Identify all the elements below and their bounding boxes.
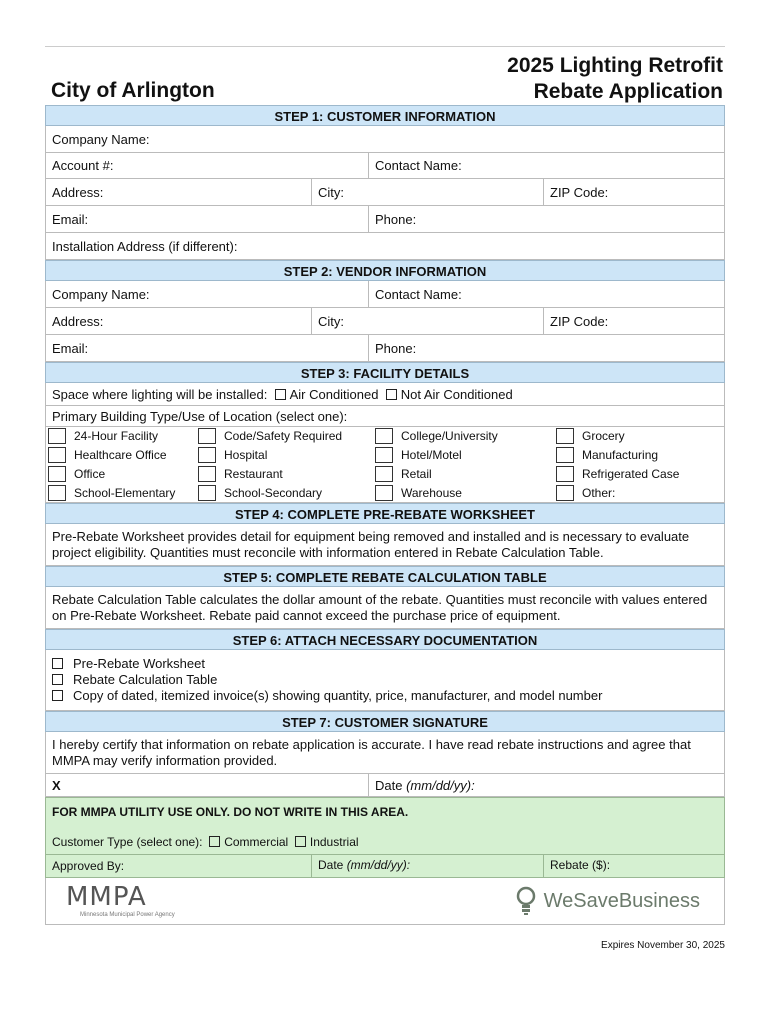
vendor-email-row (45, 335, 725, 362)
building-type-option[interactable] (198, 484, 373, 503)
step7-heading: STEP 7: CUSTOMER SIGNATURE (45, 711, 725, 732)
building-type-option[interactable] (198, 446, 373, 465)
air-conditioned-checkbox[interactable] (275, 389, 286, 400)
building-type-option[interactable] (198, 427, 373, 446)
vendor-company-name-field[interactable]: Company Name: (52, 286, 150, 302)
mmpa-logo (66, 882, 175, 918)
option-label: Other: (582, 486, 616, 500)
form-title (507, 53, 723, 105)
not-air-conditioned-label: Not Air Conditioned (400, 386, 513, 402)
wesavebusiness-logo (516, 886, 700, 916)
commercial-label: Commercial (224, 835, 289, 849)
building-type-option[interactable] (48, 446, 198, 465)
building-type-grid (45, 427, 725, 503)
step5-heading: STEP 5: COMPLETE REBATE CALCULATION TABLE (45, 566, 725, 587)
form-title-line2: Rebate Application (533, 80, 723, 103)
industrial-checkbox[interactable] (295, 836, 306, 847)
step4-text: Pre-Rebate Worksheet provides detail for equipment being removed and installed and is necessary to evaluate project eligibility. Quantities must reconcile with information entered in Rebate Calculation Table. (45, 524, 725, 566)
building-type-row (45, 406, 725, 427)
signature-row (45, 774, 725, 797)
vendor-zip-field[interactable]: ZIP Code: (543, 308, 724, 334)
building-type-option[interactable] (48, 484, 198, 503)
option-label: Warehouse (401, 486, 462, 500)
building-type-col3 (375, 427, 555, 503)
building-type-option[interactable] (556, 465, 721, 484)
documentation-item[interactable] (52, 688, 718, 704)
vendor-address-row (45, 308, 725, 335)
checkbox[interactable] (48, 428, 66, 444)
checkbox[interactable] (48, 466, 66, 482)
checkbox[interactable] (52, 674, 63, 685)
signature-field[interactable]: X (52, 777, 61, 793)
installation-address-row (45, 233, 725, 260)
building-type-option[interactable] (375, 446, 555, 465)
approval-date-field[interactable] (311, 855, 410, 877)
checkbox[interactable] (52, 658, 63, 669)
checkbox[interactable] (198, 428, 216, 444)
space-row (45, 383, 725, 406)
city-name: City of Arlington (51, 79, 215, 102)
building-type-option[interactable] (48, 465, 198, 484)
lightbulb-icon (516, 886, 536, 916)
documentation-label: Rebate Calculation Table (73, 672, 218, 687)
customer-company-name-field[interactable]: Company Name: (52, 131, 150, 147)
customer-address-row (45, 179, 725, 206)
building-type-option[interactable] (375, 427, 555, 446)
step5-text: Rebate Calculation Table calculates the dollar amount of the rebate. Quantities must reconcile with values entered on Pre-Rebate Worksheet. Rebate paid cannot exceed the purchase price of equipment. (45, 587, 725, 629)
checkbox[interactable] (556, 466, 574, 482)
option-label: Hotel/Motel (401, 448, 462, 462)
building-type-option[interactable] (375, 465, 555, 484)
customer-type-label: Customer Type (select one): (52, 835, 203, 849)
checkbox[interactable] (48, 447, 66, 463)
checkbox[interactable] (556, 485, 574, 501)
checkbox[interactable] (375, 466, 393, 482)
form-title-line1: 2025 Lighting Retrofit (507, 54, 723, 77)
customer-account-field[interactable]: Account #: (52, 158, 114, 173)
vendor-email-field[interactable]: Email: (52, 340, 89, 356)
installation-address-field[interactable]: Installation Address (if different): (52, 238, 238, 254)
vendor-phone-field[interactable]: Phone: (368, 335, 724, 361)
building-type-option[interactable] (375, 484, 555, 503)
building-type-col4 (556, 427, 721, 503)
utility-heading: FOR MMPA UTILITY USE ONLY. DO NOT WRITE IN THIS AREA. (52, 805, 409, 819)
form-header (45, 46, 725, 105)
option-label: Office (74, 467, 106, 481)
building-type-option[interactable] (198, 465, 373, 484)
rebate-amount-field[interactable]: Rebate ($): (543, 855, 610, 877)
checkbox[interactable] (198, 485, 216, 501)
option-label: Grocery (582, 429, 625, 443)
date-label: Date (318, 858, 347, 872)
building-type-option[interactable] (48, 427, 198, 446)
approved-by-field[interactable]: Approved By: (52, 859, 125, 873)
customer-address-field[interactable]: Address: (52, 184, 104, 200)
documentation-label: Copy of dated, itemized invoice(s) showing quantity, price, manufacturer, and model number (73, 688, 603, 703)
customer-phone-field[interactable]: Phone: (368, 206, 724, 232)
step3-heading: STEP 3: FACILITY DETAILS (45, 362, 725, 383)
checkbox[interactable] (198, 466, 216, 482)
space-label: Space where lighting will be installed: (52, 386, 268, 402)
checkbox[interactable] (556, 447, 574, 463)
date-format: (mm/dd/yy): (346, 858, 411, 872)
building-type-option[interactable] (556, 427, 721, 446)
documentation-item[interactable] (52, 656, 718, 672)
checkbox[interactable] (375, 428, 393, 444)
mmpa-logo-text: MMPA (66, 882, 147, 912)
option-label: Refrigerated Case (582, 467, 680, 481)
step1-heading: STEP 1: CUSTOMER INFORMATION (45, 105, 725, 126)
utility-use-area (45, 797, 725, 855)
option-label: Manufacturing (582, 448, 659, 462)
vendor-city-field[interactable]: City: (311, 308, 543, 334)
option-label: School-Elementary (74, 486, 176, 500)
mmpa-logo-subtitle: Minnesota Municipal Power Agency (80, 912, 175, 918)
approval-row (45, 855, 725, 878)
building-type-col1 (48, 427, 198, 503)
option-label: Restaurant (224, 467, 283, 481)
documentation-item[interactable] (52, 672, 718, 688)
step4-heading: STEP 4: COMPLETE PRE-REBATE WORKSHEET (45, 503, 725, 524)
date-label: Date (375, 777, 403, 793)
space-cell (46, 383, 724, 405)
building-type-option[interactable] (556, 484, 721, 503)
option-label: Retail (401, 467, 432, 481)
wesavebusiness-text: WeSaveBusiness (543, 889, 700, 912)
customer-company-row (45, 126, 725, 153)
commercial-checkbox[interactable] (209, 836, 220, 847)
building-type-label: Primary Building Type/Use of Location (select one): (52, 408, 348, 424)
customer-account-row (45, 153, 725, 179)
certification-text: I hereby certify that information on rebate application is accurate. I have read rebate instructions and agree that MMPA may verify information provided. (45, 732, 725, 774)
customer-email-field[interactable]: Email: (52, 211, 89, 227)
documentation-label: Pre-Rebate Worksheet (73, 656, 205, 671)
step6-heading: STEP 6: ATTACH NECESSARY DOCUMENTATION (45, 629, 725, 650)
industrial-label: Industrial (309, 835, 359, 849)
checkbox[interactable] (556, 428, 574, 444)
checkbox[interactable] (52, 690, 63, 701)
step2-heading: STEP 2: VENDOR INFORMATION (45, 260, 725, 281)
customer-email-row (45, 206, 725, 233)
signature-date-field[interactable] (368, 774, 724, 796)
customer-city-field[interactable]: City: (311, 179, 543, 205)
checkbox[interactable] (48, 485, 66, 501)
building-type-option[interactable] (556, 446, 721, 465)
date-format: (mm/dd/yy): (406, 777, 475, 793)
documentation-checklist (45, 650, 725, 711)
expiration-note: Expires November 30, 2025 (601, 940, 725, 951)
option-label: Code/Safety Required (224, 429, 343, 443)
vendor-contact-name-field[interactable]: Contact Name: (368, 281, 724, 307)
rebate-form (45, 46, 725, 925)
checkbox[interactable] (375, 447, 393, 463)
option-label: School-Secondary (224, 486, 323, 500)
checkbox[interactable] (375, 485, 393, 501)
option-label: 24-Hour Facility (74, 429, 159, 443)
air-conditioned-label: Air Conditioned (289, 386, 379, 402)
vendor-company-row (45, 281, 725, 308)
not-air-conditioned-checkbox[interactable] (386, 389, 397, 400)
building-type-col2 (198, 427, 373, 503)
customer-zip-field[interactable]: ZIP Code: (543, 179, 724, 205)
footer-logos (45, 878, 725, 925)
customer-contact-name-field[interactable]: Contact Name: (368, 153, 724, 178)
customer-type-row (52, 835, 359, 849)
option-label: Healthcare Office (74, 448, 167, 462)
checkbox[interactable] (198, 447, 216, 463)
option-label: Hospital (224, 448, 268, 462)
option-label: College/University (401, 429, 498, 443)
vendor-address-field[interactable]: Address: (52, 313, 104, 329)
